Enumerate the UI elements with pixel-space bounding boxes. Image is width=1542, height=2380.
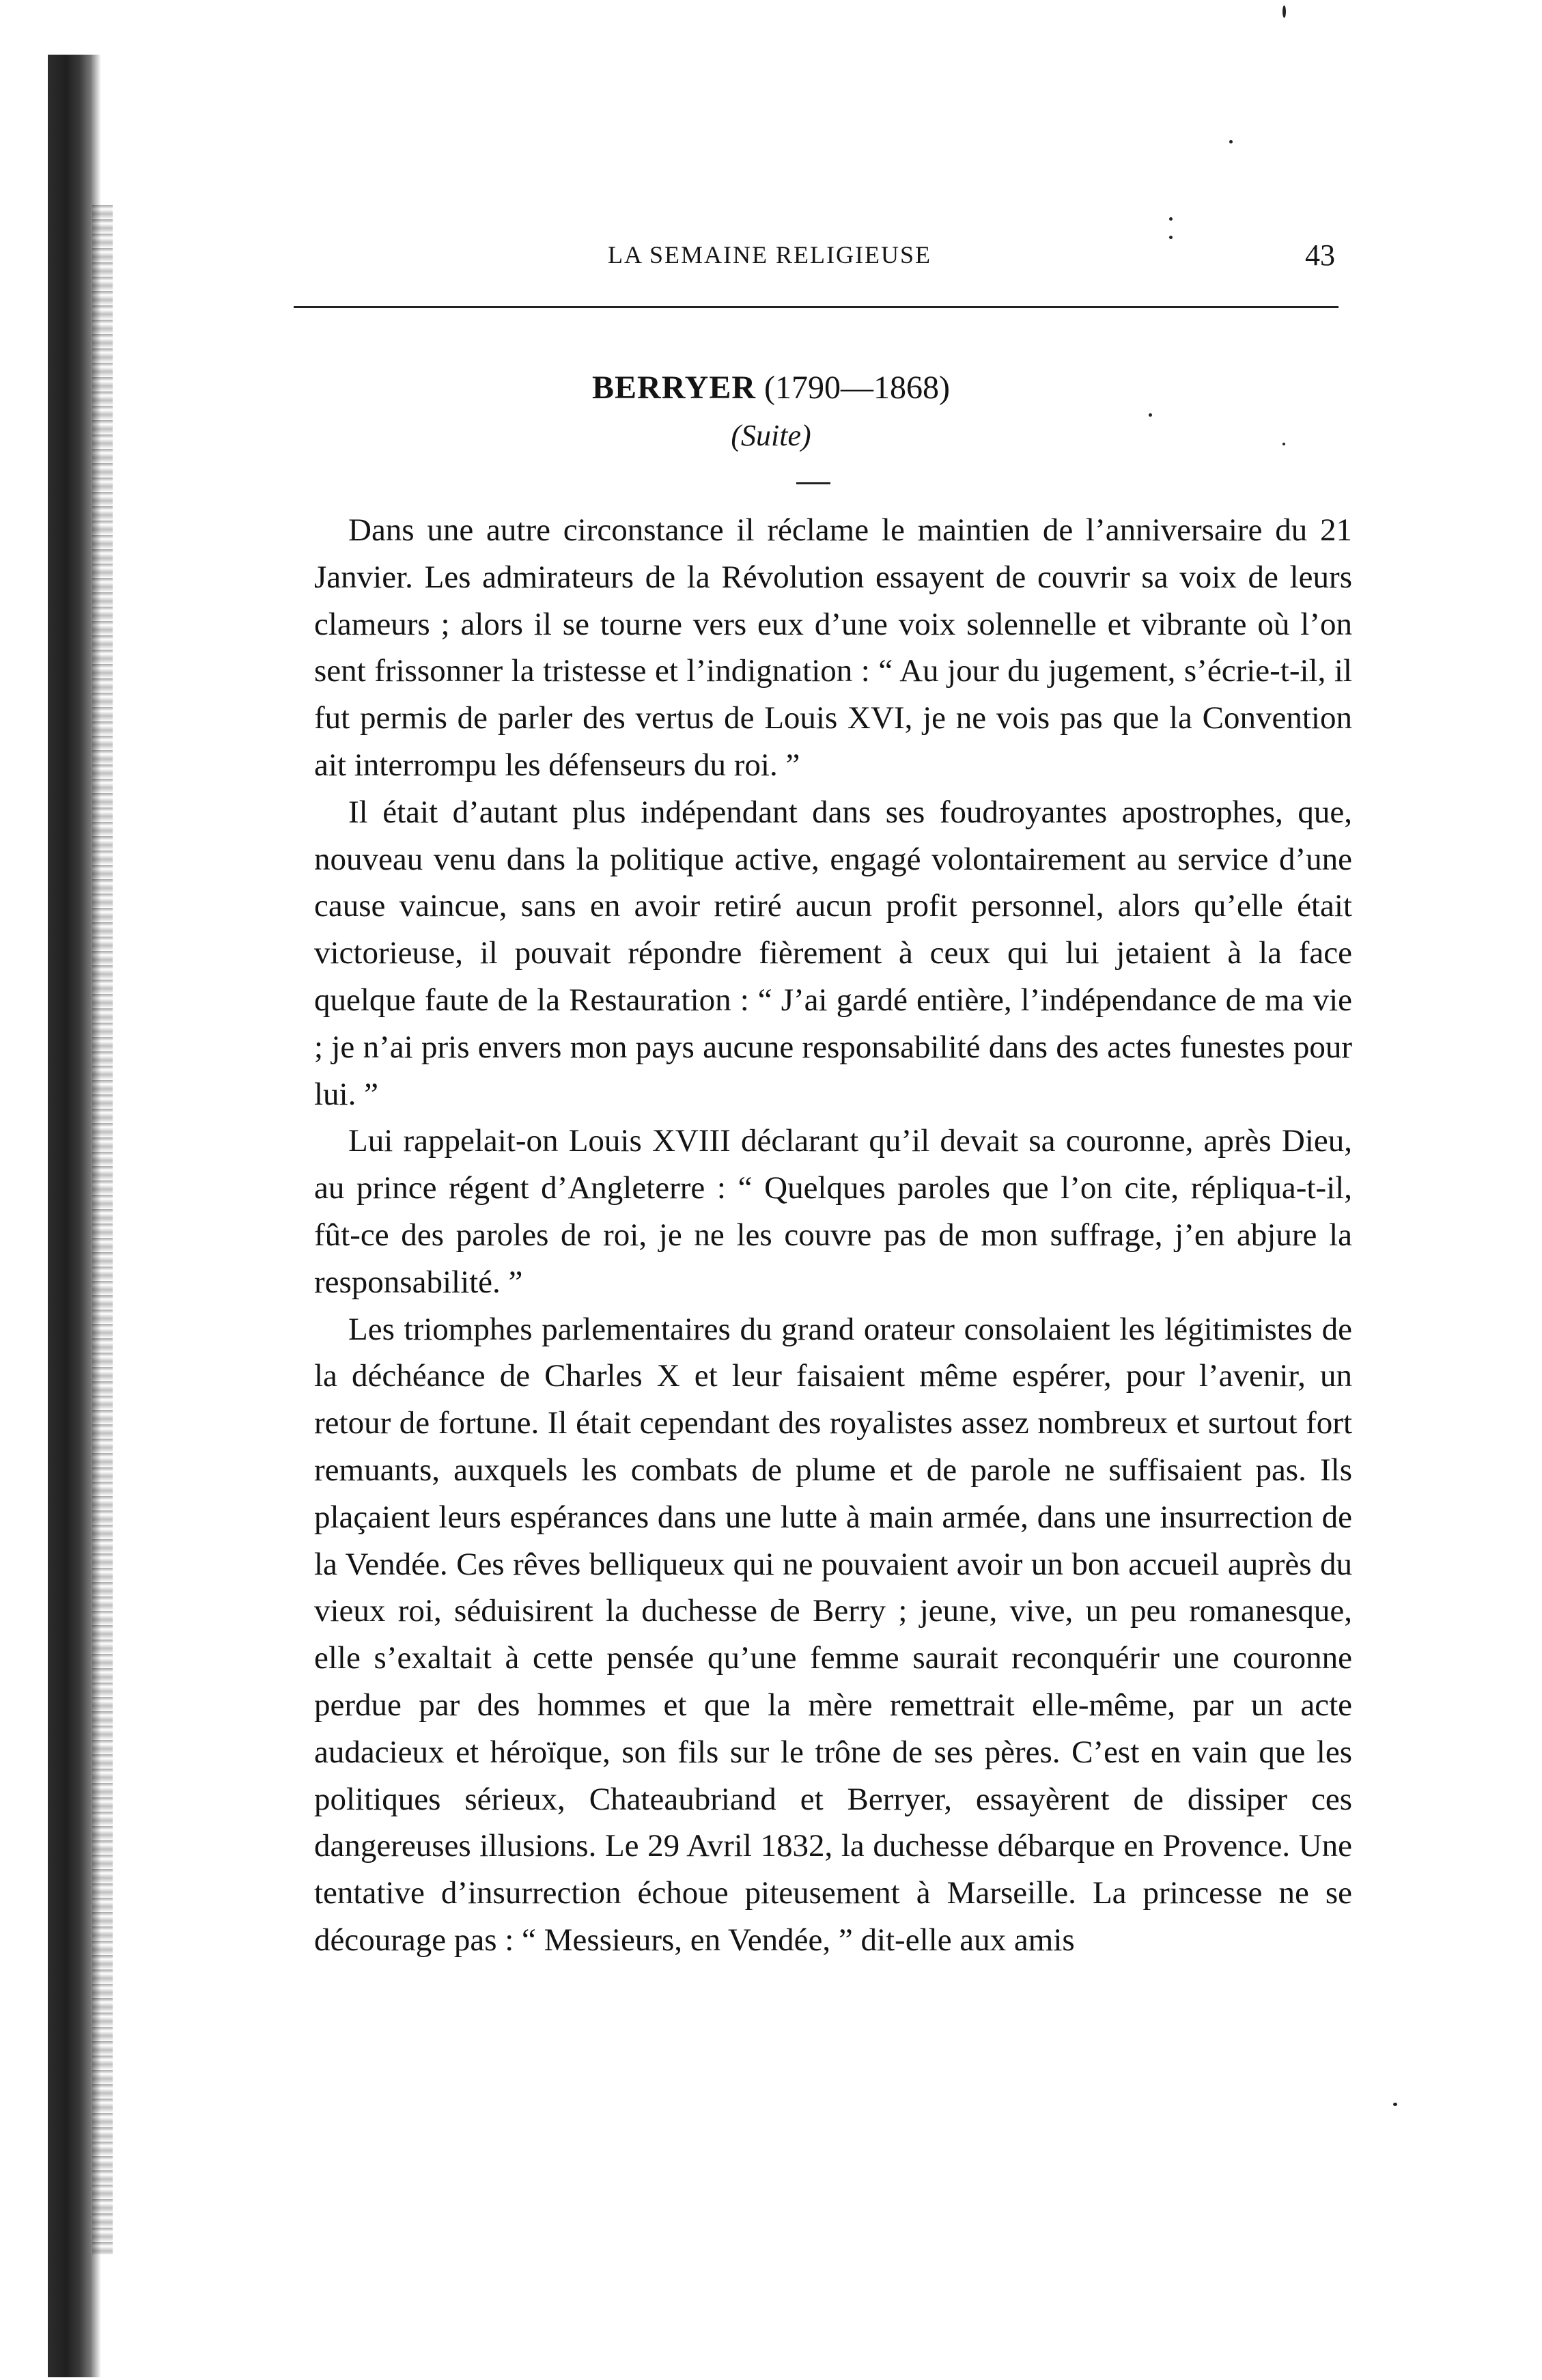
scan-speck xyxy=(1169,217,1173,221)
paragraph: Il était d’autant plus indépendant dans ses foudroyantes apostrophes, que, nouveau venu dans la politique active, engagé volontairement au service d’une cause vaincue, sans en avoir retiré aucun profit personnel, alors qu’elle était victorieuse, il pouvait répondre fièrement à ceux qui lui jetaient à la face quelque faute de la Restauration : “ J’ai gardé entière, l’indépendance de ma vie ; je n’ai pris envers mon pays aucune responsabilité dans des actes funestes pour lui. ” xyxy=(314,794,1352,1112)
article-title xyxy=(0,369,1542,406)
scan-speck xyxy=(1149,413,1152,417)
article-title-dates: (1790—1868) xyxy=(764,370,950,406)
scan-speck xyxy=(1169,236,1173,239)
binding-speckle xyxy=(92,205,113,2254)
article-body xyxy=(314,507,1352,1964)
running-head xyxy=(294,240,1335,281)
header-rule xyxy=(294,306,1338,308)
title-rule xyxy=(796,482,830,484)
scan-speck xyxy=(1282,5,1286,18)
running-title: LA SEMAINE RELIGIEUSE xyxy=(608,241,931,268)
article-subtitle: (Suite) xyxy=(731,419,811,452)
scan-speck xyxy=(1393,2103,1397,2106)
article-title-name: BERRYER xyxy=(592,370,757,406)
paragraph: Dans une autre circonstance il réclame le maintien de l’anniversaire du 21 Janvier. Les admirateurs de la Révolution essayent de couvrir sa voix de leurs clameurs ; alors il se tourne vers eux d’une voix solennelle et vibrante où l’on sent frissonner la tristesse et l’indignation : “ Au jour du jugement, s’écrie-t-il, il fut permis de parler des vertus de Louis XVI, je ne vois pas que la Convention ait interrompu les défenseurs du roi. ” xyxy=(314,512,1352,783)
paragraph: Les triomphes parlementaires du grand orateur consolaient les légitimistes de la déchéance de Charles X et leur faisaient même espérer, pour l’avenir, un retour de fortune. Il était cependant des royalistes assez nombreux et surtout fort remuants, auxquels les combats de plume et de parole ne suffisaient pas. Ils plaçaient leurs espérances dans une lutte à main armée, dans une insurrection de la Vendée. Ces rêves belliqueux qui ne pouvaient avoir un bon accueil auprès du vieux roi, séduisirent la duchesse de Berry ; jeune, vive, un peu romanesque, elle s’exaltait à cette pensée qu’une femme saurait reconquérir une couronne perdue par des hommes et que la mère remettrait elle-même, par un acte audacieux et héroïque, son fils sur le trône de ses pères. C’est en vain que les politiques sérieux, Chateaubriand et Berryer, essayèrent de dissiper ces dangereuses illusions. Le 29 Avril 1832, la duchesse débarque en Provence. Une tentative d’insurrection échoue piteusement à Marseille. La princesse ne se décourage pas : “ Messieurs, en Vendée, ” dit-elle aux amis xyxy=(314,1311,1352,1958)
scan-speck xyxy=(1229,140,1233,143)
page-number: 43 xyxy=(1305,238,1335,272)
paragraph: Lui rappelait-on Louis XVIII déclarant qu’il devait sa couronne, après Dieu, au prince régent d’Angleterre : “ Quelques paroles que l’on cite, répliqua-t-il, fût-ce des paroles de roi, je ne les couvre pas de mon suffrage, j’en abjure la responsabilité. ” xyxy=(314,1123,1352,1300)
